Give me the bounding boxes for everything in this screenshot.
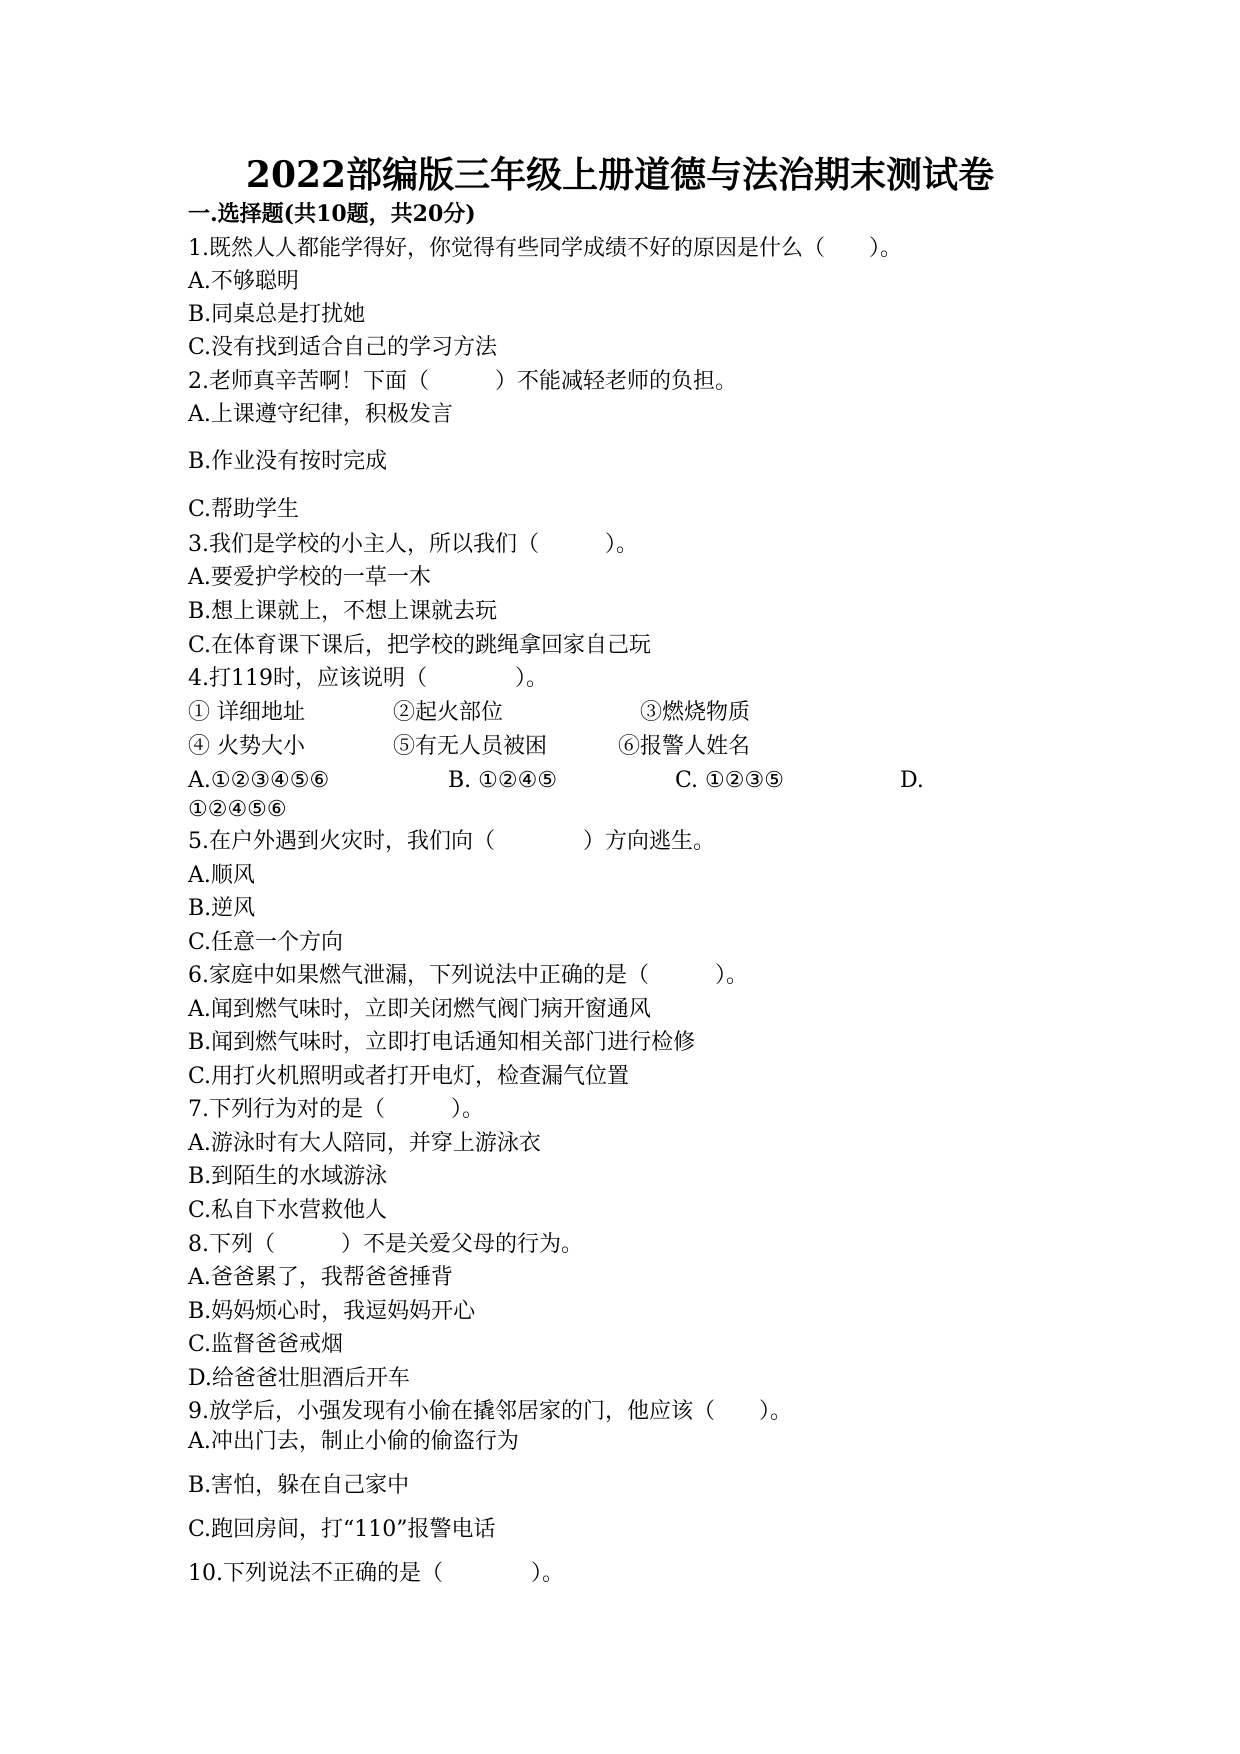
info-item: ⑥报警人姓名	[618, 734, 751, 759]
answer-option-continued: ①②④⑤⑥	[188, 797, 287, 822]
answer-option: C.监督爸爸戒烟	[188, 1332, 344, 1357]
answer-option: B.作业没有按时完成	[188, 449, 388, 474]
info-item: ③燃烧物质	[640, 700, 751, 725]
question-stem: 2.老师真辛苦啊！下面（ ）不能减轻老师的负担。	[188, 369, 737, 394]
answer-option: B.闻到燃气味时，立即打电话通知相关部门进行检修	[188, 1030, 696, 1055]
answer-option: A.闻到燃气味时，立即关闭燃气阀门病开窗通风	[188, 997, 651, 1022]
answer-option: A.不够聪明	[188, 269, 299, 294]
question-stem: 5.在户外遇到火灾时，我们向（ ）方向逃生。	[188, 829, 715, 854]
answer-option: C.任意一个方向	[188, 930, 344, 955]
answer-option: B. ①②④⑤	[448, 768, 558, 793]
answer-option: B.逆风	[188, 896, 256, 921]
answer-option: B.妈妈烦心时，我逗妈妈开心	[188, 1299, 476, 1324]
info-item: ④ 火势大小	[188, 734, 305, 759]
answer-option: D.	[900, 768, 924, 793]
exam-title: 2022部编版三年级上册道德与法治期末测试卷	[245, 154, 995, 196]
answer-option: C.用打火机照明或者打开电灯，检查漏气位置	[188, 1064, 630, 1089]
answer-option: B.想上课就上，不想上课就去玩	[188, 599, 498, 624]
question-stem: 9.放学后，小强发现有小偷在撬邻居家的门，他应该（ ）。	[188, 1399, 792, 1424]
answer-option: B.害怕，躲在自己家中	[188, 1473, 410, 1498]
question-stem: 1.既然人人都能学得好，你觉得有些同学成绩不好的原因是什么（ ）。	[188, 236, 902, 261]
question-stem: 8.下列（ ）不是关爱父母的行为。	[188, 1232, 583, 1257]
answer-option: D.给爸爸壮胆酒后开车	[188, 1366, 410, 1391]
info-item: ① 详细地址	[188, 700, 305, 725]
info-item: ②起火部位	[393, 700, 504, 725]
answer-option: C.跑回房间，打“110”报警电话	[188, 1517, 496, 1542]
question-stem: 7.下列行为对的是（ ）。	[188, 1097, 484, 1122]
answer-option: B.同桌总是打扰她	[188, 302, 366, 327]
answer-option: A.顺风	[188, 863, 255, 888]
question-stem: 4.打119时，应该说明（ ）。	[188, 666, 548, 691]
answer-option: C.私自下水营救他人	[188, 1198, 388, 1223]
answer-option: A.冲出门去，制止小偷的偷盗行为	[188, 1429, 519, 1454]
answer-option: C.帮助学生	[188, 497, 300, 522]
answer-option: B.到陌生的水域游泳	[188, 1164, 388, 1189]
answer-option: A.①②③④⑤⑥	[188, 768, 330, 793]
answer-option: A.爸爸累了，我帮爸爸捶背	[188, 1265, 453, 1290]
answer-option: A.上课遵守纪律，积极发言	[188, 402, 453, 427]
section-heading: 一.选择题(共10题，共20分)	[188, 201, 476, 227]
answer-option: C.没有找到适合自己的学习方法	[188, 335, 498, 360]
answer-option: A.要爱护学校的一草一木	[188, 565, 431, 590]
question-stem: 3.我们是学校的小主人，所以我们（ ）。	[188, 532, 638, 557]
question-stem: 6.家庭中如果燃气泄漏，下列说法中正确的是（ ）。	[188, 963, 748, 988]
info-item: ⑤有无人员被困	[393, 734, 548, 759]
answer-option: C.在体育课下课后，把学校的跳绳拿回家自己玩	[188, 633, 652, 658]
answer-option: C. ①②③⑤	[675, 768, 784, 793]
answer-option: A.游泳时有大人陪同，并穿上游泳衣	[188, 1131, 541, 1156]
question-stem: 10.下列说法不正确的是（ ）。	[188, 1561, 564, 1586]
